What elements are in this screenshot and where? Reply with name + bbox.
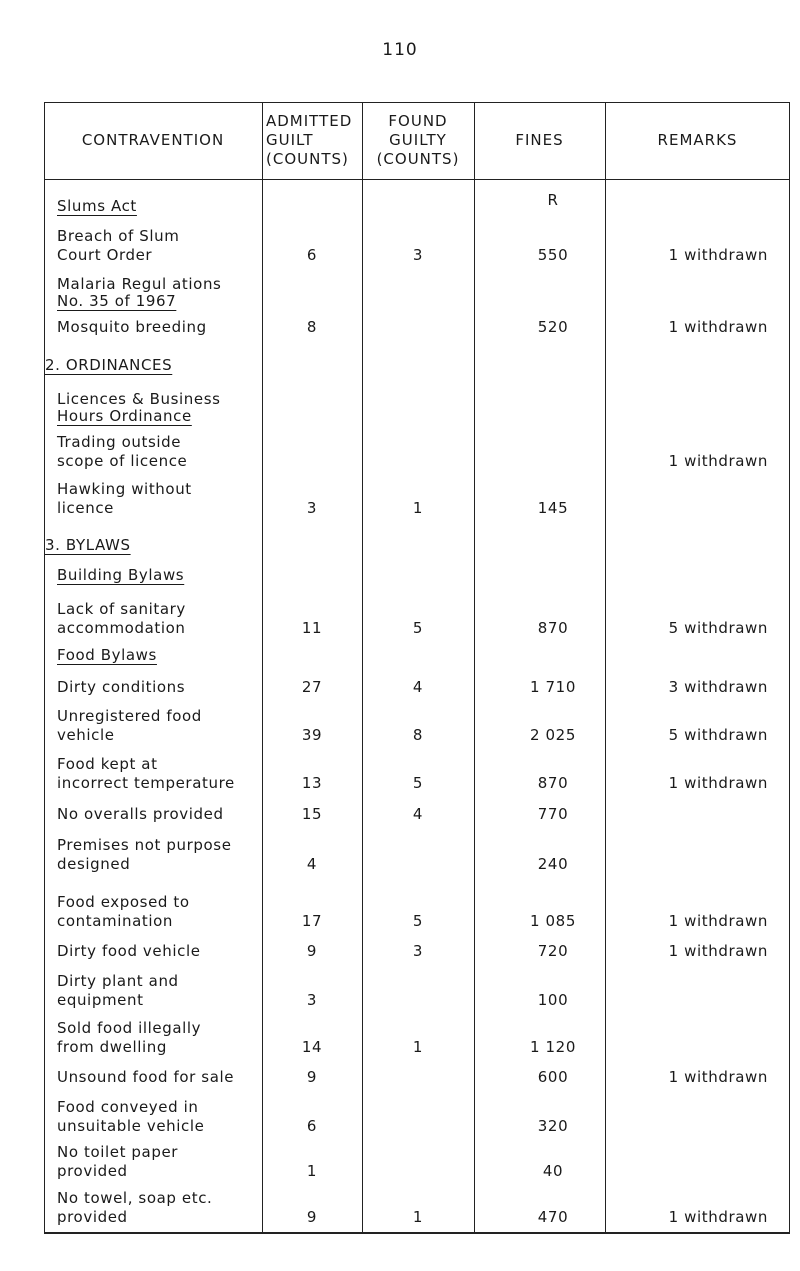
admitted-count: 39 (301, 726, 323, 744)
row-label: accommodation (57, 619, 186, 637)
remark: 5 withdrawn (668, 726, 768, 744)
fine-amount: 870 (537, 619, 569, 637)
header-remarks-text: REMARKS (657, 131, 738, 149)
admitted-count: 4 (306, 855, 318, 873)
fine-amount: 320 (537, 1117, 569, 1135)
found-count: 4 (412, 805, 424, 823)
remark: 5 withdrawn (668, 619, 768, 637)
currency-label: R (547, 191, 559, 209)
remark: 1 withdrawn (668, 246, 768, 264)
row-label: Food exposed to (57, 893, 190, 911)
fine-amount: 870 (537, 774, 569, 792)
section-heading-slums-act: Slums Act (57, 197, 137, 215)
header-admitted-line: ADMITTED (266, 112, 353, 130)
header-found-line: (COUNTS) (376, 150, 460, 168)
header-fines (474, 102, 605, 179)
row-label: Trading outside (57, 433, 182, 451)
remark: 1 withdrawn (668, 1208, 768, 1226)
admitted-count: 8 (306, 318, 318, 336)
row-label: incorrect temperature (57, 774, 235, 792)
row-label: Dirty plant and (57, 972, 179, 990)
row-label: No toilet paper (57, 1143, 179, 1161)
row-label: Breach of Slum (57, 227, 180, 245)
remark: 1 withdrawn (668, 452, 768, 470)
row-label: Food conveyed in (57, 1098, 199, 1116)
row-label: from dwelling (57, 1038, 168, 1056)
row-label: Sold food illegally (57, 1019, 202, 1037)
header-divider (44, 179, 790, 180)
header-admitted-line: (COUNTS) (266, 150, 349, 168)
row-label: Court Order (57, 246, 153, 264)
admitted-count: 14 (301, 1038, 323, 1056)
row-label: provided (57, 1162, 128, 1180)
row-label: designed (57, 855, 131, 873)
admitted-count: 6 (306, 1117, 318, 1135)
fine-amount: 720 (537, 942, 569, 960)
admitted-count: 1 (306, 1162, 318, 1180)
row-label: Unsound food for sale (57, 1068, 235, 1086)
column-divider (362, 102, 363, 1234)
section-heading-malaria: Malaria Regul ations (57, 275, 222, 293)
header-remarks (605, 102, 790, 179)
fine-amount: 1 120 (530, 1038, 576, 1056)
remark: 1 withdrawn (668, 912, 768, 930)
admitted-count: 17 (301, 912, 323, 930)
fine-amount: 40 (542, 1162, 564, 1180)
fine-amount: 1 085 (530, 912, 576, 930)
header-contravention-text: CONTRAVENTION (81, 131, 225, 149)
admitted-count: 9 (306, 1208, 318, 1226)
section-heading-malaria: No. 35 of 1967 (57, 292, 177, 310)
remark: 1 withdrawn (668, 942, 768, 960)
header-fines-text: FINES (515, 131, 564, 149)
found-count: 1 (412, 499, 424, 517)
found-count: 5 (412, 619, 424, 637)
found-count: 4 (412, 678, 424, 696)
fine-amount: 100 (537, 991, 569, 1009)
admitted-count: 3 (306, 991, 318, 1009)
row-label: Dirty food vehicle (57, 942, 201, 960)
fine-amount: 600 (537, 1068, 569, 1086)
row-label: Mosquito breeding (57, 318, 207, 336)
header-contravention (44, 102, 262, 179)
column-divider (262, 102, 263, 1234)
admitted-count: 15 (301, 805, 323, 823)
row-label: Lack of sanitary (57, 600, 186, 618)
section-heading-licences: Hours Ordinance (57, 407, 192, 425)
row-label: No towel, soap etc. (57, 1189, 213, 1207)
column-divider (605, 102, 606, 1234)
row-label: licence (57, 499, 114, 517)
found-count: 3 (412, 942, 424, 960)
admitted-count: 11 (301, 619, 323, 637)
table-frame (44, 102, 790, 1234)
fine-amount: 470 (537, 1208, 569, 1226)
row-label: Hawking without (57, 480, 192, 498)
fine-amount: 2 025 (530, 726, 576, 744)
row-label: provided (57, 1208, 128, 1226)
section-heading-bylaws: 3. BYLAWS (45, 536, 131, 554)
fine-amount: 240 (537, 855, 569, 873)
row-label: equipment (57, 991, 144, 1009)
fine-amount: 550 (537, 246, 569, 264)
found-count: 1 (412, 1038, 424, 1056)
admitted-count: 3 (306, 499, 318, 517)
column-divider (474, 102, 475, 1234)
remark: 3 withdrawn (668, 678, 768, 696)
header-found-line: FOUND (388, 112, 448, 130)
found-count: 5 (412, 774, 424, 792)
row-label: unsuitable vehicle (57, 1117, 205, 1135)
header-admitted (262, 102, 362, 179)
header-found (362, 102, 474, 179)
row-label: Dirty conditions (57, 678, 186, 696)
admitted-count: 9 (306, 1068, 318, 1086)
section-heading-building: Building Bylaws (57, 566, 185, 584)
row-label: No overalls provided (57, 805, 224, 823)
row-label: contamination (57, 912, 174, 930)
admitted-count: 9 (306, 942, 318, 960)
found-count: 8 (412, 726, 424, 744)
row-label: vehicle (57, 726, 115, 744)
section-heading-ordinances: 2. ORDINANCES (45, 356, 173, 374)
page-number: 110 (382, 40, 418, 60)
fine-amount: 520 (537, 318, 569, 336)
found-count: 3 (412, 246, 424, 264)
found-count: 5 (412, 912, 424, 930)
fine-amount: 1 710 (530, 678, 576, 696)
found-count: 1 (412, 1208, 424, 1226)
row-label: Unregistered food (57, 707, 202, 725)
remark: 1 withdrawn (668, 774, 768, 792)
row-label: Food kept at (57, 755, 158, 773)
section-heading-licences: Licences & Business (57, 390, 221, 408)
admitted-count: 13 (301, 774, 323, 792)
row-label: scope of licence (57, 452, 188, 470)
fine-amount: 770 (537, 805, 569, 823)
section-heading-food: Food Bylaws (57, 646, 157, 664)
row-label: Premises not purpose (57, 836, 232, 854)
admitted-count: 6 (306, 246, 318, 264)
remark: 1 withdrawn (668, 318, 768, 336)
header-admitted-line: GUILT (266, 131, 314, 149)
remark: 1 withdrawn (668, 1068, 768, 1086)
fine-amount: 145 (537, 499, 569, 517)
header-found-line: GUILTY (389, 131, 447, 149)
admitted-count: 27 (301, 678, 323, 696)
